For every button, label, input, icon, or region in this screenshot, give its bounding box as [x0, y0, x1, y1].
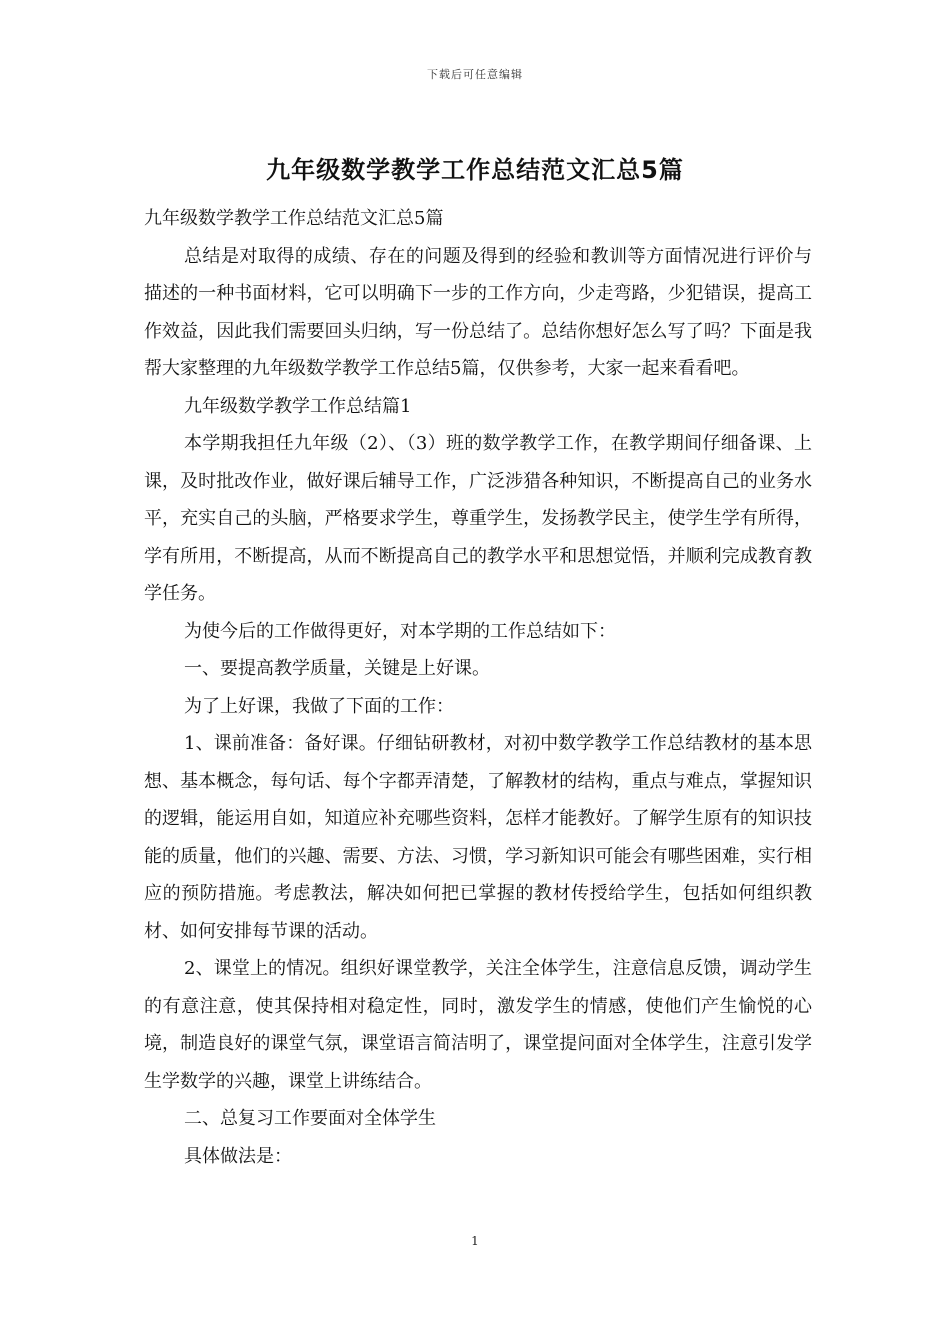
body-paragraph: 为了上好课，我做了下面的工作：: [184, 695, 454, 717]
body-paragraph-subtitle: 九年级数学教学工作总结范文汇总5篇: [144, 208, 444, 229]
body-paragraph: 本学期我担任九年级（2）、（3）班的数学教学工作，在教学期间仔细备课、上课，及时批改作业，做好课后辅导工作，广泛涉猎各种知识，不断提高自己的业务水平，充实自己的头脑，严格要求学生，尊重学生，发扬教学民主，使学生学有所得，学有所用，不断提高，从而不断提高自己的教学水平和思想觉悟，并顺利完成教育教学任务。: [144, 433, 812, 604]
page-number: 1: [471, 1234, 479, 1248]
page-header-note: 下载后可任意编辑: [427, 68, 523, 81]
document-title: 九年级数学教学工作总结范文汇总5篇: [266, 156, 684, 184]
body-paragraph: 为使今后的工作做得更好，对本学期的工作总结如下：: [184, 620, 616, 642]
document-body: [144, 200, 812, 1175]
body-paragraph: 具体做法是：: [184, 1145, 292, 1167]
body-paragraph-intro: 总结是对取得的成绩、存在的问题及得到的经验和教训等方面情况进行评价与描述的一种书面材料，它可以明确下一步的工作方向，少走弯路，少犯错误，提高工作效益，因此我们需要回头归纳，写一份总结了。总结你想好怎么写了吗？下面是我帮大家整理的九年级数学教学工作总结5篇，仅供参考，大家一起来看看吧。: [144, 245, 812, 379]
body-paragraph: 2、课堂上的情况。组织好课堂教学，关注全体学生，注意信息反馈，调动学生的有意注意，使其保持相对稳定性，同时，激发学生的情感，使他们产生愉悦的心境，制造良好的课堂气氛，课堂语言简洁明了，课堂提问面对全体学生，注意引发学生学数学的兴趣，课堂上讲练结合。: [144, 958, 812, 1092]
section-heading: 一、要提高教学质量，关键是上好课。: [184, 658, 490, 679]
section-heading: 二、总复习工作要面对全体学生: [184, 1108, 436, 1129]
body-paragraph: 1、课前准备：备好课。仔细钻研教材，对初中数学教学工作总结教材的基本思想、基本概念，每句话、每个字都弄清楚，了解教材的结构，重点与难点，掌握知识的逻辑，能运用自如，知道应补充哪些资料，怎样才能教好。了解学生原有的知识技能的质量，他们的兴趣、需要、方法、习惯，学习新知识可能会有哪些困难，实行相应的预防措施。考虑教法，解决如何把已掌握的教材传授给学生，包括如何组织教材、如何安排每节课的活动。: [144, 733, 812, 942]
section-heading-part-1: 九年级数学教学工作总结篇1: [184, 395, 412, 417]
